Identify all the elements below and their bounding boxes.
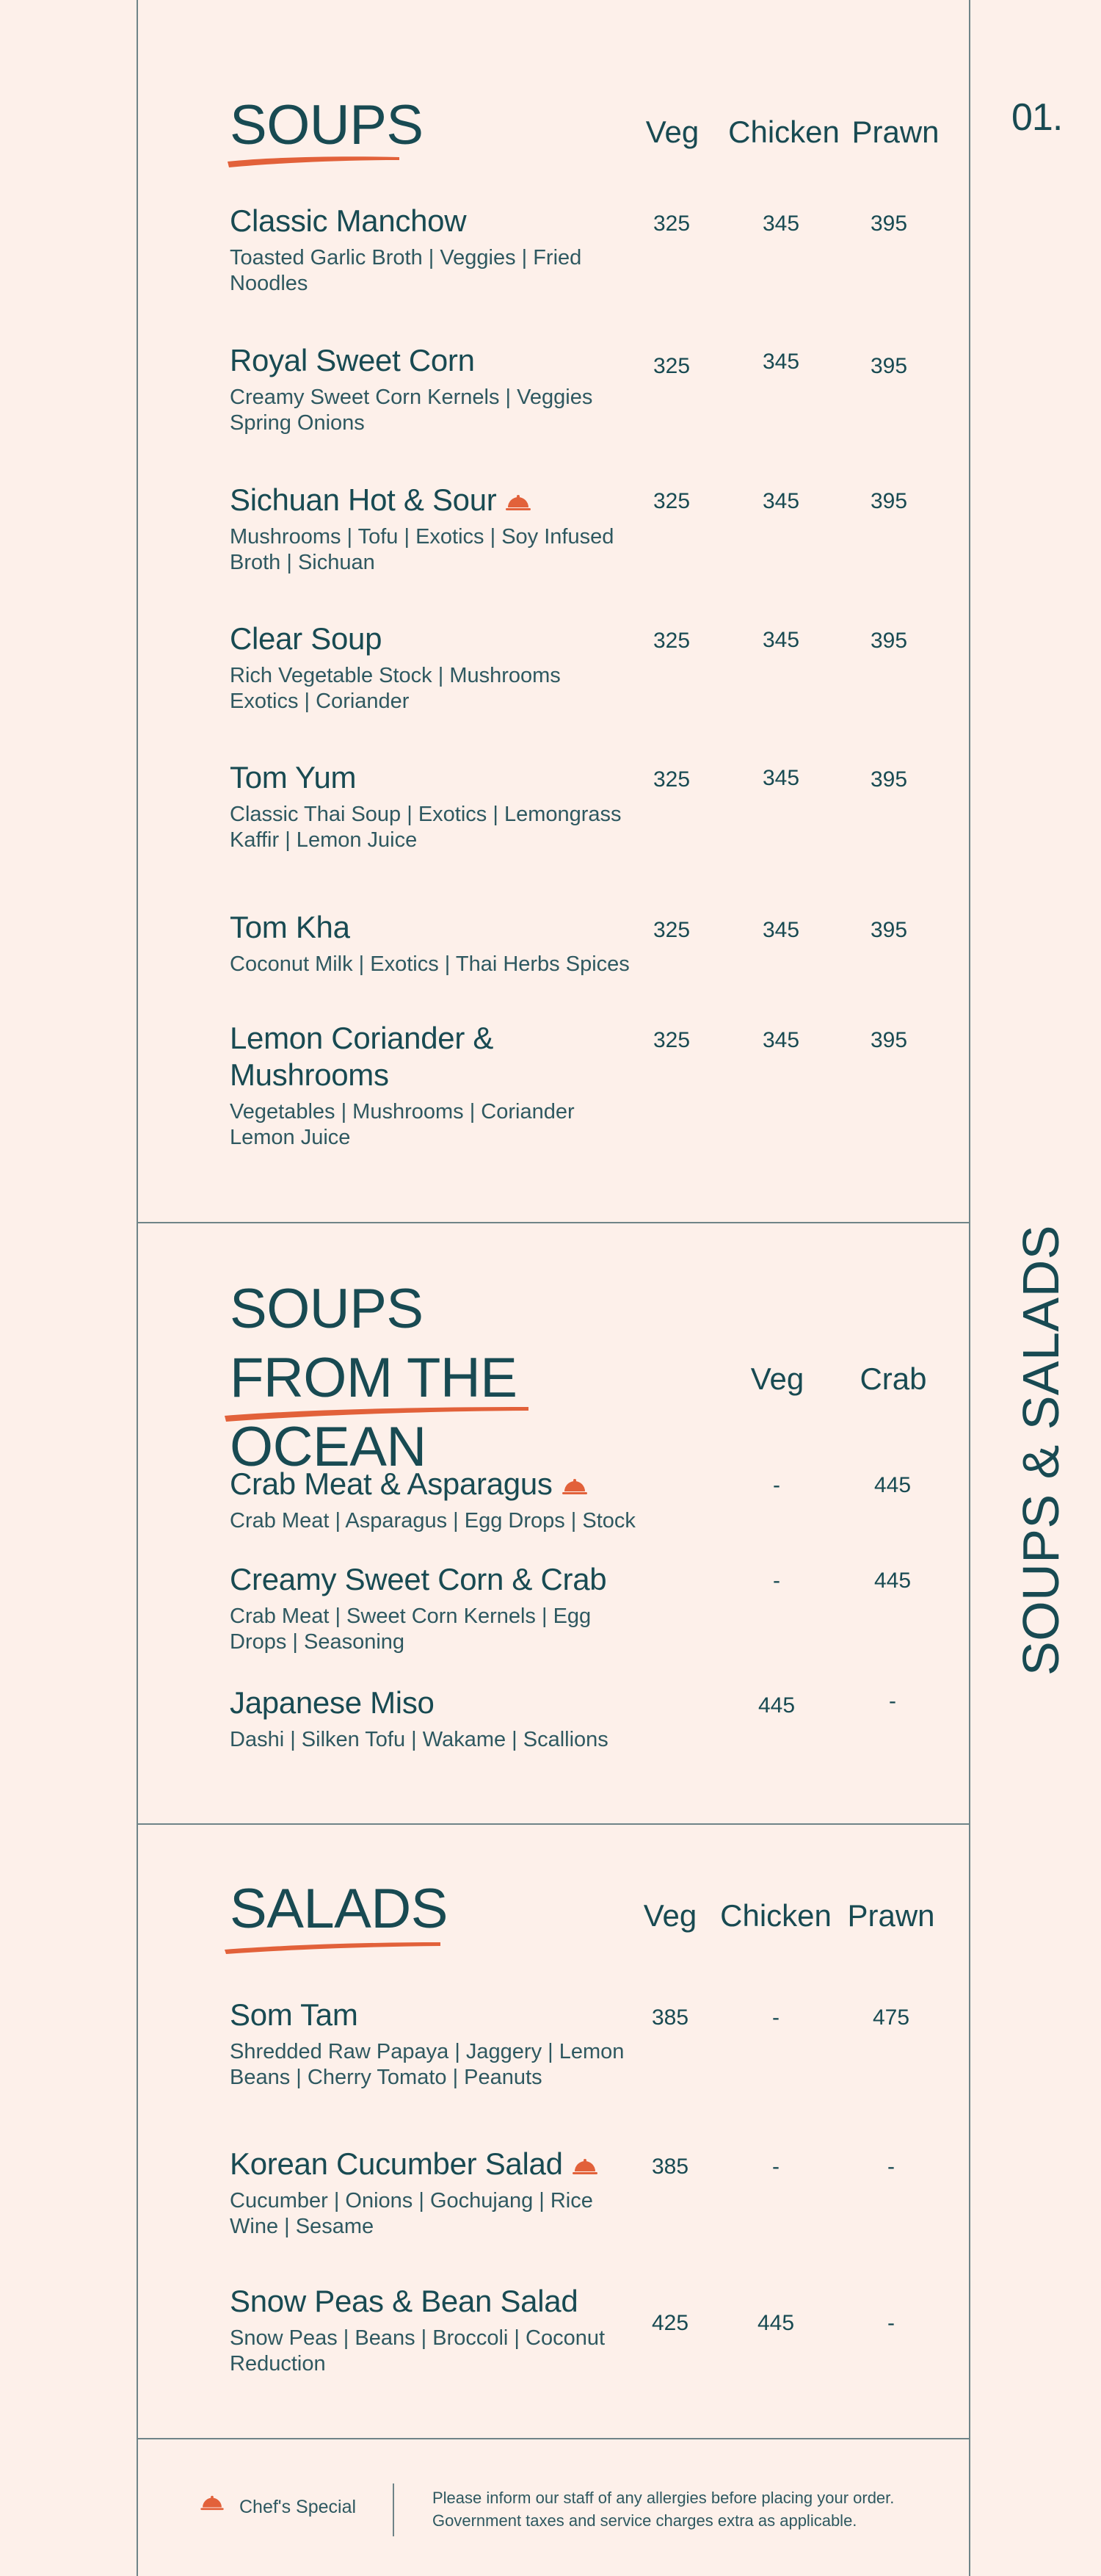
- menu-item: [230, 621, 964, 714]
- price-chicken: 345: [762, 918, 800, 942]
- price-prawn: -: [887, 2311, 895, 2335]
- price-chicken: 345: [762, 211, 800, 236]
- price-veg: 325: [653, 1028, 691, 1052]
- side-title: SOUPS & SALADS: [1012, 1225, 1069, 1676]
- price-chicken: -: [772, 2154, 780, 2179]
- price-prawn: 395: [870, 1028, 908, 1052]
- item-description: Toasted Garlic Broth | Veggies | Fried Noodles: [230, 246, 582, 295]
- cloche-icon: [200, 2494, 225, 2511]
- price-veg: 325: [653, 489, 691, 513]
- item-description: Classic Thai Soup | Exotics | Lemongrass Kaffir | Lemon Juice: [230, 803, 622, 852]
- item-name: Snow Peas & Bean Salad: [230, 2284, 578, 2318]
- page-number: 01.: [1011, 96, 1063, 139]
- item-description: Rich Vegetable Stock | Mushrooms Exotics | Coriander: [230, 664, 561, 713]
- item-description: Crab Meat | Asparagus | Egg Drops | Stock: [230, 1509, 636, 1533]
- section-salads: [137, 1825, 970, 2438]
- item-name-text: Korean Cucumber Salad: [230, 2146, 563, 2181]
- item-description: Crab Meat | Sweet Corn Kernels | Egg Drops | Seasoning: [230, 1604, 592, 1654]
- price-prawn: 395: [870, 918, 908, 942]
- price-chicken: 345: [762, 1028, 800, 1052]
- price-veg: 445: [757, 1693, 796, 1718]
- price-veg: 385: [651, 2154, 689, 2179]
- menu-item: [230, 482, 964, 576]
- price-prawn: 395: [870, 354, 908, 378]
- price-veg: 325: [653, 211, 691, 236]
- brush-underline: [226, 151, 402, 169]
- column-header-veg: Veg: [643, 1898, 697, 1933]
- cloche-icon: [572, 2157, 598, 2176]
- price-prawn: -: [887, 2154, 895, 2179]
- price-prawn: 395: [870, 489, 908, 513]
- column-header-prawn: Prawn: [851, 115, 940, 149]
- menu-item: [230, 1685, 964, 1753]
- item-description: Creamy Sweet Corn Kernels | Veggies Spring Onions: [230, 386, 593, 435]
- price-prawn: 395: [870, 629, 908, 653]
- price-prawn: 395: [870, 767, 908, 792]
- item-description: Dashi | Silken Tofu | Wakame | Scallions: [230, 1728, 608, 1751]
- item-name: [230, 2146, 685, 2182]
- item-description: Vegetables | Mushrooms | Coriander Lemon Juice: [230, 1100, 575, 1149]
- chefs-special-legend: Chef's Special: [239, 2497, 357, 2517]
- price-chicken: -: [772, 2005, 780, 2030]
- menu-item: [230, 2283, 964, 2377]
- price-crab: -: [889, 1689, 896, 1713]
- price-prawn: 475: [872, 2005, 910, 2030]
- column-header-prawn: Prawn: [847, 1898, 935, 1933]
- price-veg: 385: [651, 2005, 689, 2030]
- column-header-veg: Veg: [645, 115, 700, 149]
- section-ocean-soups: [137, 1223, 970, 1823]
- item-name: Creamy Sweet Corn & Crab: [230, 1562, 607, 1596]
- cloche-icon: [562, 1477, 588, 1496]
- item-description: Coconut Milk | Exotics | Thai Herbs Spices: [230, 952, 630, 976]
- item-description: Snow Peas | Beans | Broccoli | Coconut Reduction: [230, 2326, 606, 2376]
- price-veg: 425: [651, 2311, 689, 2335]
- item-description: Mushrooms | Tofu | Exotics | Soy Infused Broth | Sichuan: [230, 525, 614, 574]
- price-chicken: 345: [762, 350, 800, 374]
- allergy-note: [432, 2486, 894, 2532]
- price-veg: 325: [653, 767, 691, 792]
- item-name: Classic Manchow: [230, 203, 467, 238]
- price-veg: -: [773, 1473, 780, 1497]
- menu-item: [230, 2146, 964, 2240]
- menu-item: [230, 203, 964, 297]
- price-prawn: 395: [870, 211, 908, 236]
- cloche-icon: [505, 493, 531, 512]
- menu-item: [230, 1997, 964, 2091]
- item-name: [230, 482, 641, 518]
- section-title: SOUPS: [230, 94, 424, 156]
- section-soups: [137, 0, 970, 1222]
- price-chicken: 345: [762, 766, 800, 790]
- menu-item: [230, 1466, 964, 1534]
- section-title: SALADS: [230, 1878, 448, 1940]
- price-chicken: 445: [757, 2311, 795, 2335]
- item-name: Royal Sweet Corn: [230, 343, 475, 377]
- section-title: SOUPS FROM THE OCEAN: [230, 1278, 517, 1478]
- price-crab: 445: [873, 1569, 912, 1593]
- price-chicken: 345: [762, 489, 800, 513]
- item-name: Japanese Miso: [230, 1685, 435, 1720]
- item-description: Shredded Raw Papaya | Jaggery | Lemon Beans | Cherry Tomato | Peanuts: [230, 2040, 625, 2089]
- menu-item: [230, 909, 964, 977]
- item-name: Som Tam: [230, 1997, 358, 2032]
- item-name-text: Crab Meat & Asparagus: [230, 1466, 553, 1501]
- price-veg: 325: [653, 629, 691, 653]
- menu-item: [230, 759, 964, 853]
- price-chicken: 345: [762, 628, 800, 652]
- menu-item: [230, 1561, 964, 1655]
- column-header-crab: Crab: [860, 1361, 927, 1396]
- price-veg: 325: [653, 354, 691, 378]
- item-name: Tom Yum: [230, 760, 357, 795]
- item-name: Lemon Coriander & Mushrooms: [230, 1021, 494, 1092]
- column-header-chicken: Chicken: [720, 1898, 832, 1933]
- footer-vertical-divider: [393, 2483, 394, 2536]
- price-veg: 325: [653, 918, 691, 942]
- brush-underline: [223, 1403, 531, 1423]
- item-name: Clear Soup: [230, 621, 382, 656]
- column-header-chicken: Chicken: [728, 115, 840, 149]
- menu-item: [230, 342, 964, 436]
- item-name: [230, 1466, 685, 1502]
- item-description: Cucumber | Onions | Gochujang | Rice Wine | Sesame: [230, 2189, 593, 2238]
- menu-item: [230, 1020, 964, 1151]
- price-crab: 445: [873, 1473, 912, 1497]
- footer: [137, 2439, 970, 2576]
- brush-underline: [223, 1938, 443, 1955]
- item-name-text: Sichuan Hot & Sour: [230, 482, 497, 517]
- tax-note-line: Government taxes and service charges extra as applicable.: [432, 2511, 857, 2530]
- column-header-veg: Veg: [750, 1361, 804, 1396]
- allergy-note-line: Please inform our staff of any allergies before placing your order.: [432, 2489, 895, 2507]
- price-veg: -: [773, 1569, 780, 1593]
- item-name: Tom Kha: [230, 910, 350, 944]
